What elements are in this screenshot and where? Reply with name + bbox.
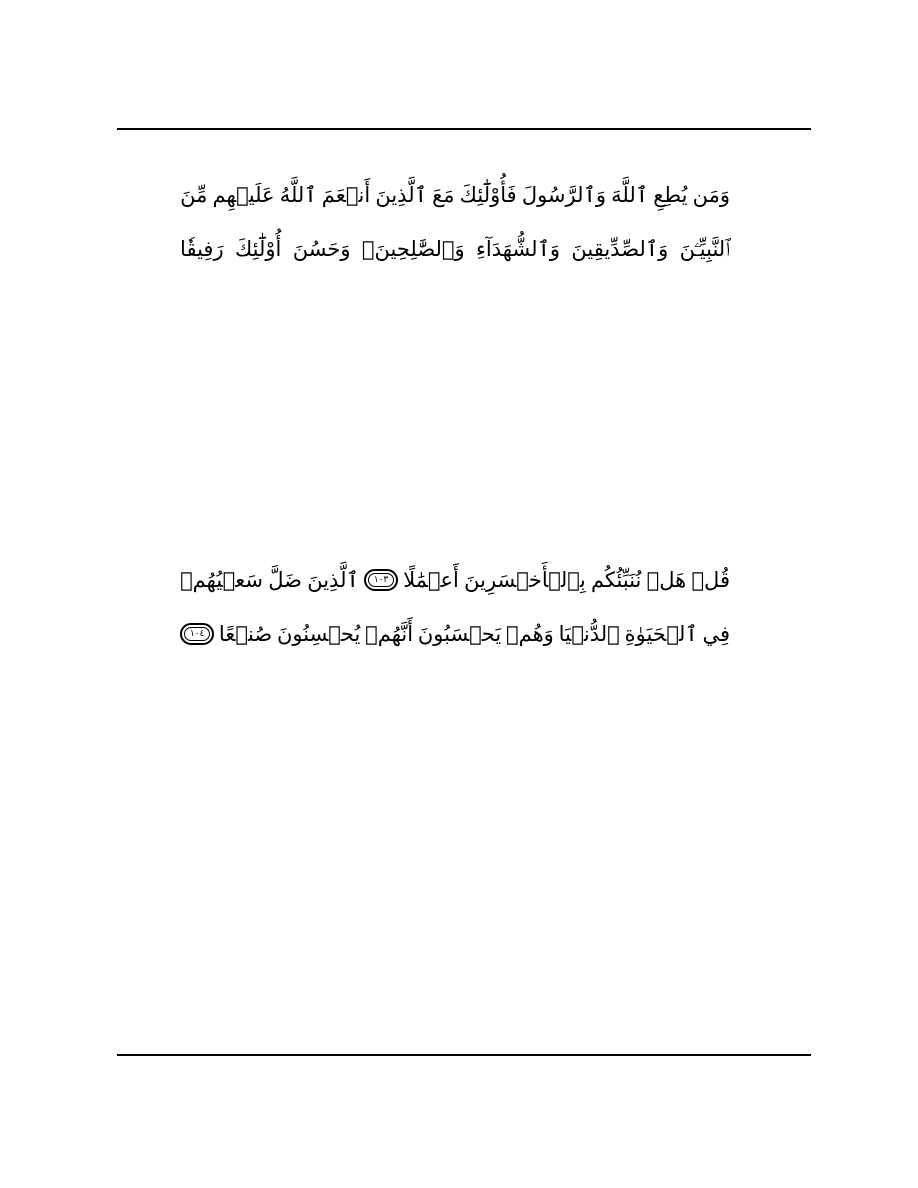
word: أُوْلَٰٓئِكَ xyxy=(234,237,282,261)
verse-line-4 xyxy=(180,609,730,659)
word: بِٱلۡأَخۡسَرِينَ xyxy=(464,568,586,592)
word: عَلَيۡهِم xyxy=(212,183,275,207)
word: مِّنَ xyxy=(180,183,208,207)
word: صُنۡعًا xyxy=(218,622,273,646)
word: أَعۡمَٰلًا xyxy=(403,568,459,592)
ayah-number-marker-104 xyxy=(180,623,214,645)
word: وَٱلصِّدِّيقِينَ xyxy=(571,237,669,261)
word: فَأُوْلَٰٓئِكَ xyxy=(459,183,517,207)
word: أَنَّهُمۡ xyxy=(365,622,414,646)
word: وَهُمۡ xyxy=(505,622,554,646)
word: ٱلدُّنۡيَا xyxy=(558,622,620,646)
word: يُطِعِ xyxy=(653,183,688,207)
word: ٱلَّذِينَ xyxy=(307,568,359,592)
word: رَفِيقٗا xyxy=(180,237,224,261)
word: يَحۡسَبُونَ xyxy=(417,622,502,646)
word: ٱلنَّبِيِّـۧنَ xyxy=(679,237,730,261)
ayah-number-marker-103 xyxy=(364,569,398,591)
word: ٱللَّهُ xyxy=(279,183,317,207)
word: وَٱلشُّهَدَآءِ xyxy=(476,237,561,261)
word: سَعۡيُهُمۡ xyxy=(180,568,263,592)
word: ضَلَّ xyxy=(268,568,302,592)
word: قُلۡ xyxy=(691,568,730,592)
word: وَمَن xyxy=(692,183,730,207)
verse-passage-2 xyxy=(180,555,730,659)
word: هَلۡ xyxy=(646,568,687,592)
ayah-number-104: ١٠٤ xyxy=(189,628,205,639)
word: وَٱلرَّسُولَ xyxy=(521,183,606,207)
bottom-rule xyxy=(117,1054,811,1056)
word: مَعَ xyxy=(432,183,455,207)
top-rule xyxy=(117,128,811,130)
ayah-number-103: ١٠٣ xyxy=(373,574,389,585)
verse-passage-1 xyxy=(180,170,730,274)
word: ٱلَّذِينَ xyxy=(375,183,427,207)
word: وَحَسُنَ xyxy=(292,237,351,261)
verse-line-3 xyxy=(180,555,730,605)
word: فِي xyxy=(702,622,730,646)
word: ٱللَّهَ xyxy=(611,183,649,207)
verse-line-2 xyxy=(180,224,730,274)
verse-line-1 xyxy=(180,170,730,220)
word: وَٱلصَّٰلِحِينَۚ xyxy=(361,237,465,261)
word: نُنَبِّئُكُم xyxy=(590,568,642,592)
word: أَنۡعَمَ xyxy=(321,183,371,207)
word: يُحۡسِنُونَ xyxy=(276,622,361,646)
word: ٱلۡحَيَوٰةِ xyxy=(624,622,698,646)
